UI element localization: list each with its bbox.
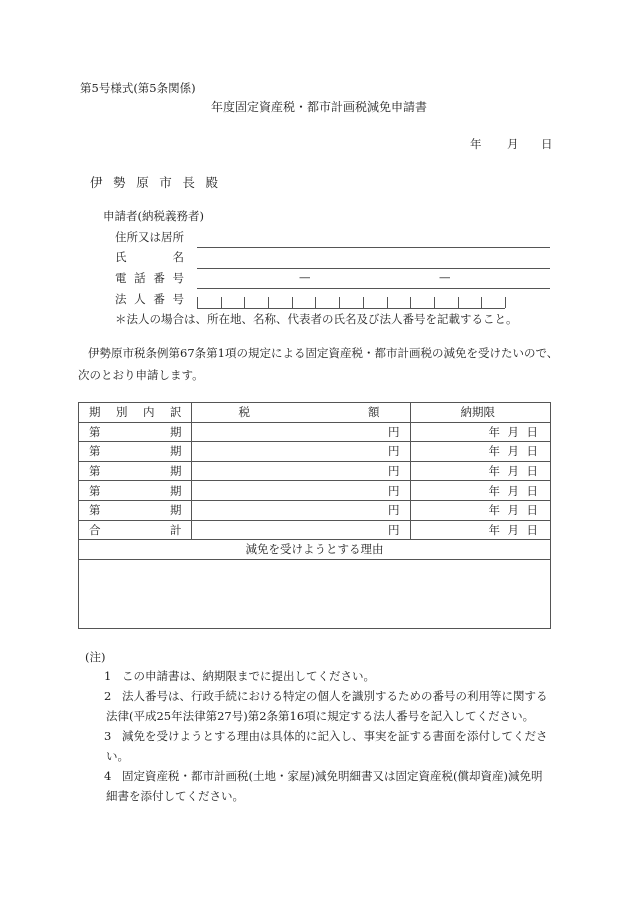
name-label: [115, 250, 184, 264]
header-char: 納: [460, 405, 472, 420]
applicant-heading: 申請者(納税義務者): [103, 209, 204, 223]
date-day: 日: [526, 424, 538, 439]
addressee-char: 長: [182, 175, 195, 190]
due-date-cell[interactable]: [410, 520, 551, 540]
statement-line-2: 次のとおり申請します。: [78, 368, 204, 382]
corp-number-tick: [410, 297, 411, 308]
table-row: [79, 461, 551, 481]
note-line: 法律(平成25年法律第27号)第2条第16項に規定する法人番号を記入してください。: [106, 709, 535, 723]
yen-unit: 円: [388, 424, 400, 439]
header-due-date: [461, 405, 496, 419]
due-date-cell[interactable]: [410, 481, 551, 501]
due-date-cell[interactable]: [410, 461, 551, 481]
corp-number-tick: [244, 297, 245, 308]
note-line: 法人番号は、行政手続における特定の個人を識別するための番号の利用等に関する: [122, 689, 548, 703]
reason-body-row: [79, 559, 551, 628]
corp-number-tick: [481, 297, 482, 308]
period-label: 期: [169, 483, 182, 498]
amount-cell[interactable]: [192, 442, 410, 462]
date-month: 月: [507, 444, 519, 459]
corp-number-baseline: [197, 308, 505, 309]
date-month: 月: [507, 464, 519, 479]
phone-separator: —: [299, 270, 311, 284]
addressee-char: 殿: [205, 175, 218, 190]
header-char: 税: [238, 405, 250, 420]
yen-unit: 円: [388, 522, 400, 537]
date-year: 年: [488, 503, 500, 518]
header-char: 限: [483, 405, 495, 420]
yen-unit: 円: [388, 503, 400, 518]
period-label: 合: [89, 522, 101, 537]
period-label: 期: [169, 464, 182, 479]
phone-label-char: 番: [153, 271, 165, 285]
statement-line-1: 伊勢原市税条例第67条第1項の規定による固定資産税・都市計画税の減免を受けたいので、: [88, 346, 559, 360]
reason-field[interactable]: [79, 559, 551, 628]
date-year: 年: [488, 483, 500, 498]
name-label-char: 氏: [115, 250, 127, 264]
phone-label-char: 電: [115, 271, 127, 285]
corp-number-label: [115, 292, 184, 306]
header-period: [89, 405, 181, 419]
period-cell[interactable]: [79, 442, 192, 462]
amount-cell[interactable]: [192, 422, 410, 442]
note-line: 固定資産税・都市計画税(土地・家屋)減免明細書又は固定資産税(償却資産)減免明: [122, 769, 543, 783]
date-year: 年: [470, 137, 482, 151]
corp-number-tick: [315, 297, 316, 308]
name-label-char: 名: [172, 250, 184, 264]
corp-label-char: 番: [153, 292, 165, 306]
address-field[interactable]: [197, 247, 550, 248]
amount-cell[interactable]: [192, 500, 410, 520]
date-day: 日: [526, 522, 538, 537]
due-date-cell[interactable]: [410, 500, 551, 520]
header-char: 別: [115, 405, 128, 420]
header-char: 額: [368, 405, 380, 420]
header-char: 内: [142, 405, 155, 420]
address-label: 住所又は居所: [115, 230, 184, 244]
corp-number-tick: [434, 297, 435, 308]
corp-number-tick: [363, 297, 364, 308]
yen-unit: 円: [388, 464, 400, 479]
addressee: [90, 176, 218, 190]
date-month: 月: [507, 483, 519, 498]
notes-heading: (注): [85, 650, 106, 664]
corp-label-char: 人: [134, 292, 146, 306]
corp-label-char: 法: [115, 292, 127, 306]
corp-number-tick: [268, 297, 269, 308]
corp-number-tick: [505, 297, 506, 308]
yen-unit: 円: [388, 483, 400, 498]
phone-separator: —: [439, 270, 451, 284]
addressee-char: 勢: [113, 175, 126, 190]
due-date-cell[interactable]: [410, 442, 551, 462]
note-line: 細書を添付してください。: [106, 789, 244, 803]
corp-number-tick: [221, 297, 222, 308]
header-char: 訳: [169, 405, 182, 420]
date-year: 年: [488, 424, 500, 439]
form-id: 第5号様式(第5条関係): [80, 81, 196, 95]
table-row: [79, 442, 551, 462]
date-month: 月: [507, 424, 519, 439]
header-amount: [238, 405, 379, 419]
phone-field[interactable]: [197, 288, 550, 289]
addressee-char: 原: [136, 175, 149, 190]
addressee-char: 伊: [90, 175, 103, 190]
date-year: 年: [488, 444, 500, 459]
header-char: 期: [472, 405, 484, 420]
addressee-char: 市: [159, 175, 172, 190]
period-cell[interactable]: [79, 520, 192, 540]
corp-label-char: 号: [172, 292, 184, 306]
phone-label-char: 話: [134, 271, 146, 285]
note-line: い。: [106, 749, 129, 763]
corp-number-tick: [387, 297, 388, 308]
date-day: 日: [526, 464, 538, 479]
date-day: 日: [526, 444, 538, 459]
period-cell[interactable]: [79, 481, 192, 501]
corp-number-field[interactable]: [197, 297, 505, 309]
period-cell[interactable]: [79, 422, 192, 442]
name-field[interactable]: [197, 268, 550, 269]
period-label: 第: [89, 464, 101, 479]
header-char: 期: [89, 405, 101, 420]
table-header-row: [79, 403, 551, 423]
reason-header-row: [79, 540, 551, 560]
table-row: [79, 500, 551, 520]
note-number: 3: [104, 729, 112, 743]
period-label: 期: [169, 503, 182, 518]
date-year: 年: [488, 464, 500, 479]
note-number: 4: [104, 769, 112, 783]
note-number: 1: [104, 669, 112, 683]
yen-unit: 円: [388, 444, 400, 459]
note-line: 減免を受けようとする理由は具体的に記入し、事実を証する書面を添付してくださ: [122, 729, 548, 743]
period-label: 第: [89, 503, 101, 518]
date-day: 日: [526, 483, 538, 498]
period-label: 期: [169, 424, 182, 439]
amount-cell[interactable]: [192, 461, 410, 481]
note-number: 2: [104, 689, 112, 703]
corp-number-tick: [339, 297, 340, 308]
date-day: 日: [526, 503, 538, 518]
period-label: 第: [89, 424, 101, 439]
period-cell[interactable]: [79, 500, 192, 520]
period-label: 第: [89, 483, 101, 498]
date-month: 月: [507, 503, 519, 518]
corp-note: ＊法人の場合は、所在地、名称、代表者の氏名及び法人番号を記載すること。: [115, 312, 518, 326]
corp-number-tick: [197, 297, 198, 308]
corp-number-tick: [458, 297, 459, 308]
date-month: 月: [507, 522, 519, 537]
reduction-table: [78, 402, 551, 629]
amount-cell[interactable]: [192, 481, 410, 501]
period-label: 計: [169, 522, 182, 537]
form-title: 年度固定資産税・都市計画税減免申請書: [211, 100, 428, 114]
table-row: [79, 422, 551, 442]
due-date-cell[interactable]: [410, 422, 551, 442]
table-row: [79, 481, 551, 501]
table-row: [79, 520, 551, 540]
date-month: 月: [507, 137, 519, 151]
reason-header: 減免を受けようとする理由: [79, 540, 551, 560]
corp-number-tick: [292, 297, 293, 308]
note-line: この申請書は、納期限までに提出してください。: [122, 669, 375, 683]
phone-label: [115, 271, 184, 285]
date-day: 日: [541, 137, 553, 151]
period-label: 期: [169, 444, 182, 459]
period-label: 第: [89, 444, 101, 459]
period-cell[interactable]: [79, 461, 192, 481]
date-year: 年: [488, 522, 500, 537]
phone-label-char: 号: [172, 271, 184, 285]
amount-cell[interactable]: [192, 520, 410, 540]
